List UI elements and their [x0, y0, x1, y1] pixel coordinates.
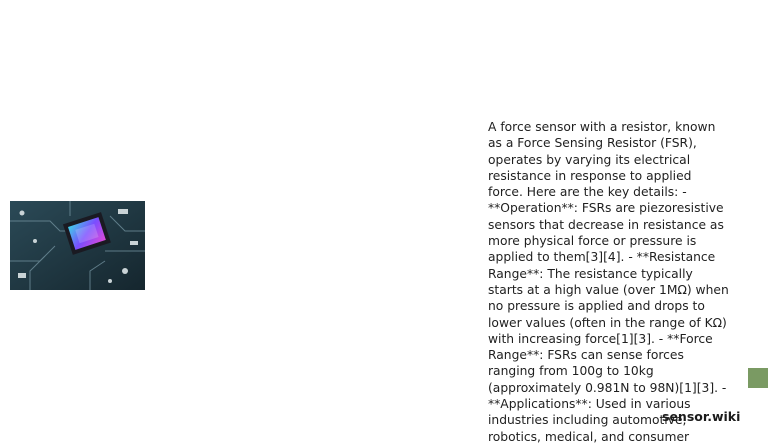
brand-label: sensor.wiki: [662, 409, 741, 424]
side-square-button[interactable]: [748, 368, 768, 388]
description-text: A force sensor with a resistor, known as a Force Sensing Resistor (FSR), operates by varying its electrical resistance in response to applied force. Here are the key details: - **Operation**: FSRs are piezoresistive sensors that decrease in resistance as more physical force or pressure is applied to them[3][4]. - **Resistance Range**: The resistance typically starts at a high value (over 1MΩ) when no pressure is applied and drops to lower values (often in the range of KΩ) with increasing force[1][3]. - **Force Range**: FSRs can sense forces ranging from 100g to 10kg (approximately 0.981N to 98N)[1][3]. - **Applications**: Used in various industries including automotive, robotics, medical, and consumer: [488, 120, 729, 444]
circuit-chip-image: [10, 201, 145, 290]
